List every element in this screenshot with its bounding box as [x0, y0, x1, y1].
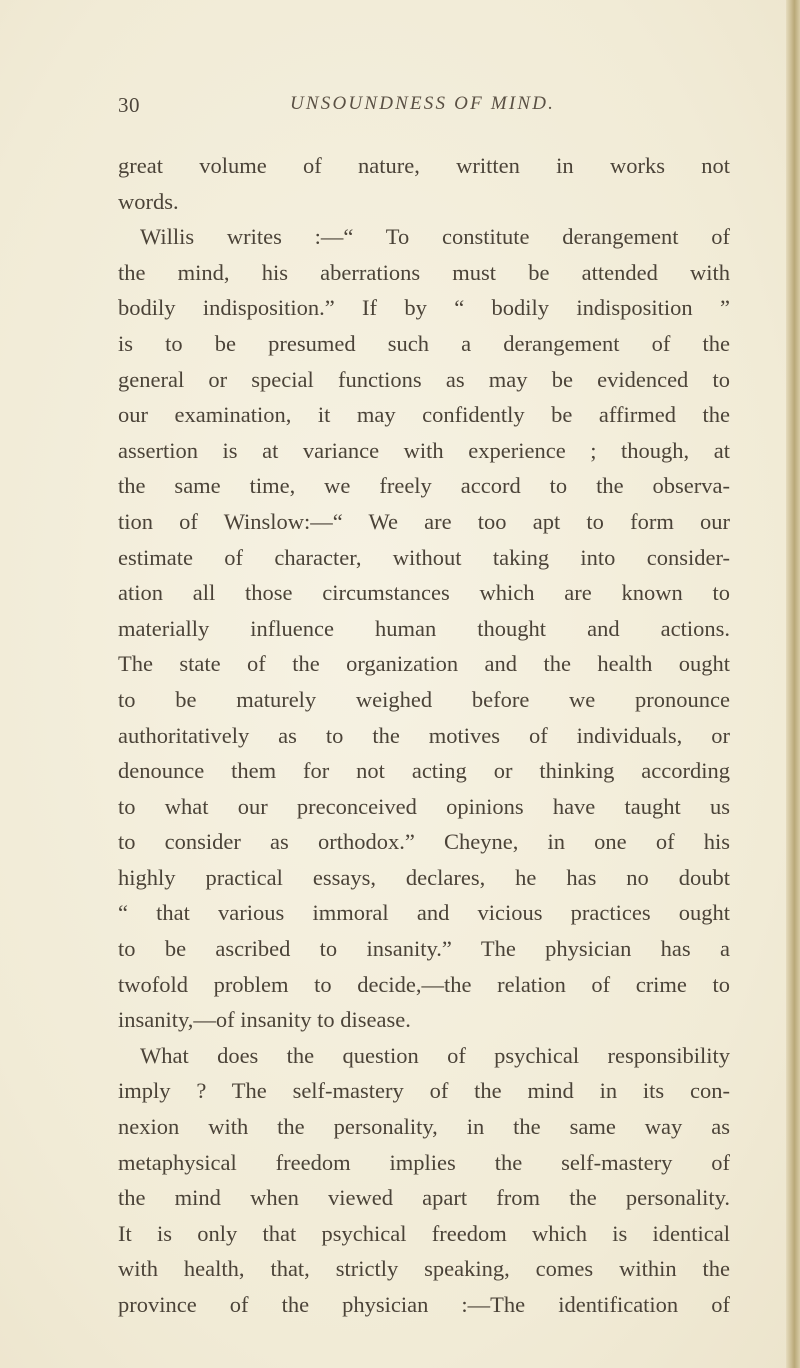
running-title: UNSOUNDNESS OF MIND. — [290, 93, 556, 114]
text-line: is to be presumed such a derangement of the — [118, 330, 730, 356]
text-line: the mind, his aberrations must be attended with — [118, 259, 730, 285]
text-line: bodily indisposition.” If by “ bodily indisposition ” — [118, 295, 730, 321]
text-line: general or special functions as may be evidenced to — [118, 366, 730, 392]
text-line: The state of the organization and the health ought — [118, 651, 730, 677]
text-line: twofold problem to decide,—the relation of crime to — [118, 971, 730, 997]
text-line: insanity,—of insanity to disease. — [118, 1007, 411, 1033]
text-line: the same time, we freely accord to the observa- — [118, 473, 730, 499]
text-line: imply ? The self-mastery of the mind in its con- — [118, 1078, 730, 1104]
text-line: nexion with the personality, in the same way as — [118, 1114, 730, 1140]
text-line: It is only that psychical freedom which is identical — [118, 1220, 730, 1246]
text-line: to be maturely weighed before we pronounce — [118, 686, 730, 712]
text-line: tion of Winslow:—“ We are too apt to form our — [118, 508, 730, 534]
text-line: with health, that, strictly speaking, comes within the — [118, 1256, 730, 1282]
text-line: our examination, it may confidently be affirmed the — [118, 402, 730, 428]
text-line: highly practical essays, declares, he has no doubt — [118, 864, 730, 890]
text-line: to be ascribed to insanity.” The physician has a — [118, 936, 730, 962]
text-line: province of the physician :—The identification of — [118, 1292, 730, 1317]
text-line: authoritatively as to the motives of individuals, or — [118, 722, 730, 748]
text-line: “ that various immoral and vicious practices ought — [118, 900, 730, 926]
body-text — [118, 148, 730, 1323]
text-line: assertion is at variance with experience ; though, at — [118, 437, 730, 463]
text-line: the mind when viewed apart from the personality. — [118, 1185, 730, 1211]
text-line: Willis writes :—“ To constitute derangement of — [140, 224, 730, 250]
text-line: estimate of character, without taking into consider- — [118, 544, 730, 570]
page-binding-edge — [786, 0, 800, 1368]
text-line: ation all those circumstances which are known to — [118, 580, 730, 606]
text-line: great volume of nature, written in works not — [118, 153, 730, 178]
text-line: metaphysical freedom implies the self-mastery of — [118, 1149, 730, 1175]
text-line: denounce them for not acting or thinking according — [118, 758, 730, 784]
page-number: 30 — [118, 93, 140, 117]
text-line: to what our preconceived opinions have taught us — [118, 793, 730, 819]
text-line: materially influence human thought and actions. — [118, 615, 730, 641]
text-line: words. — [118, 188, 179, 214]
text-line: to consider as orthodox.” Cheyne, in one of his — [118, 829, 730, 855]
running-head — [118, 93, 730, 123]
text-line: What does the question of psychical responsibility — [140, 1042, 730, 1068]
